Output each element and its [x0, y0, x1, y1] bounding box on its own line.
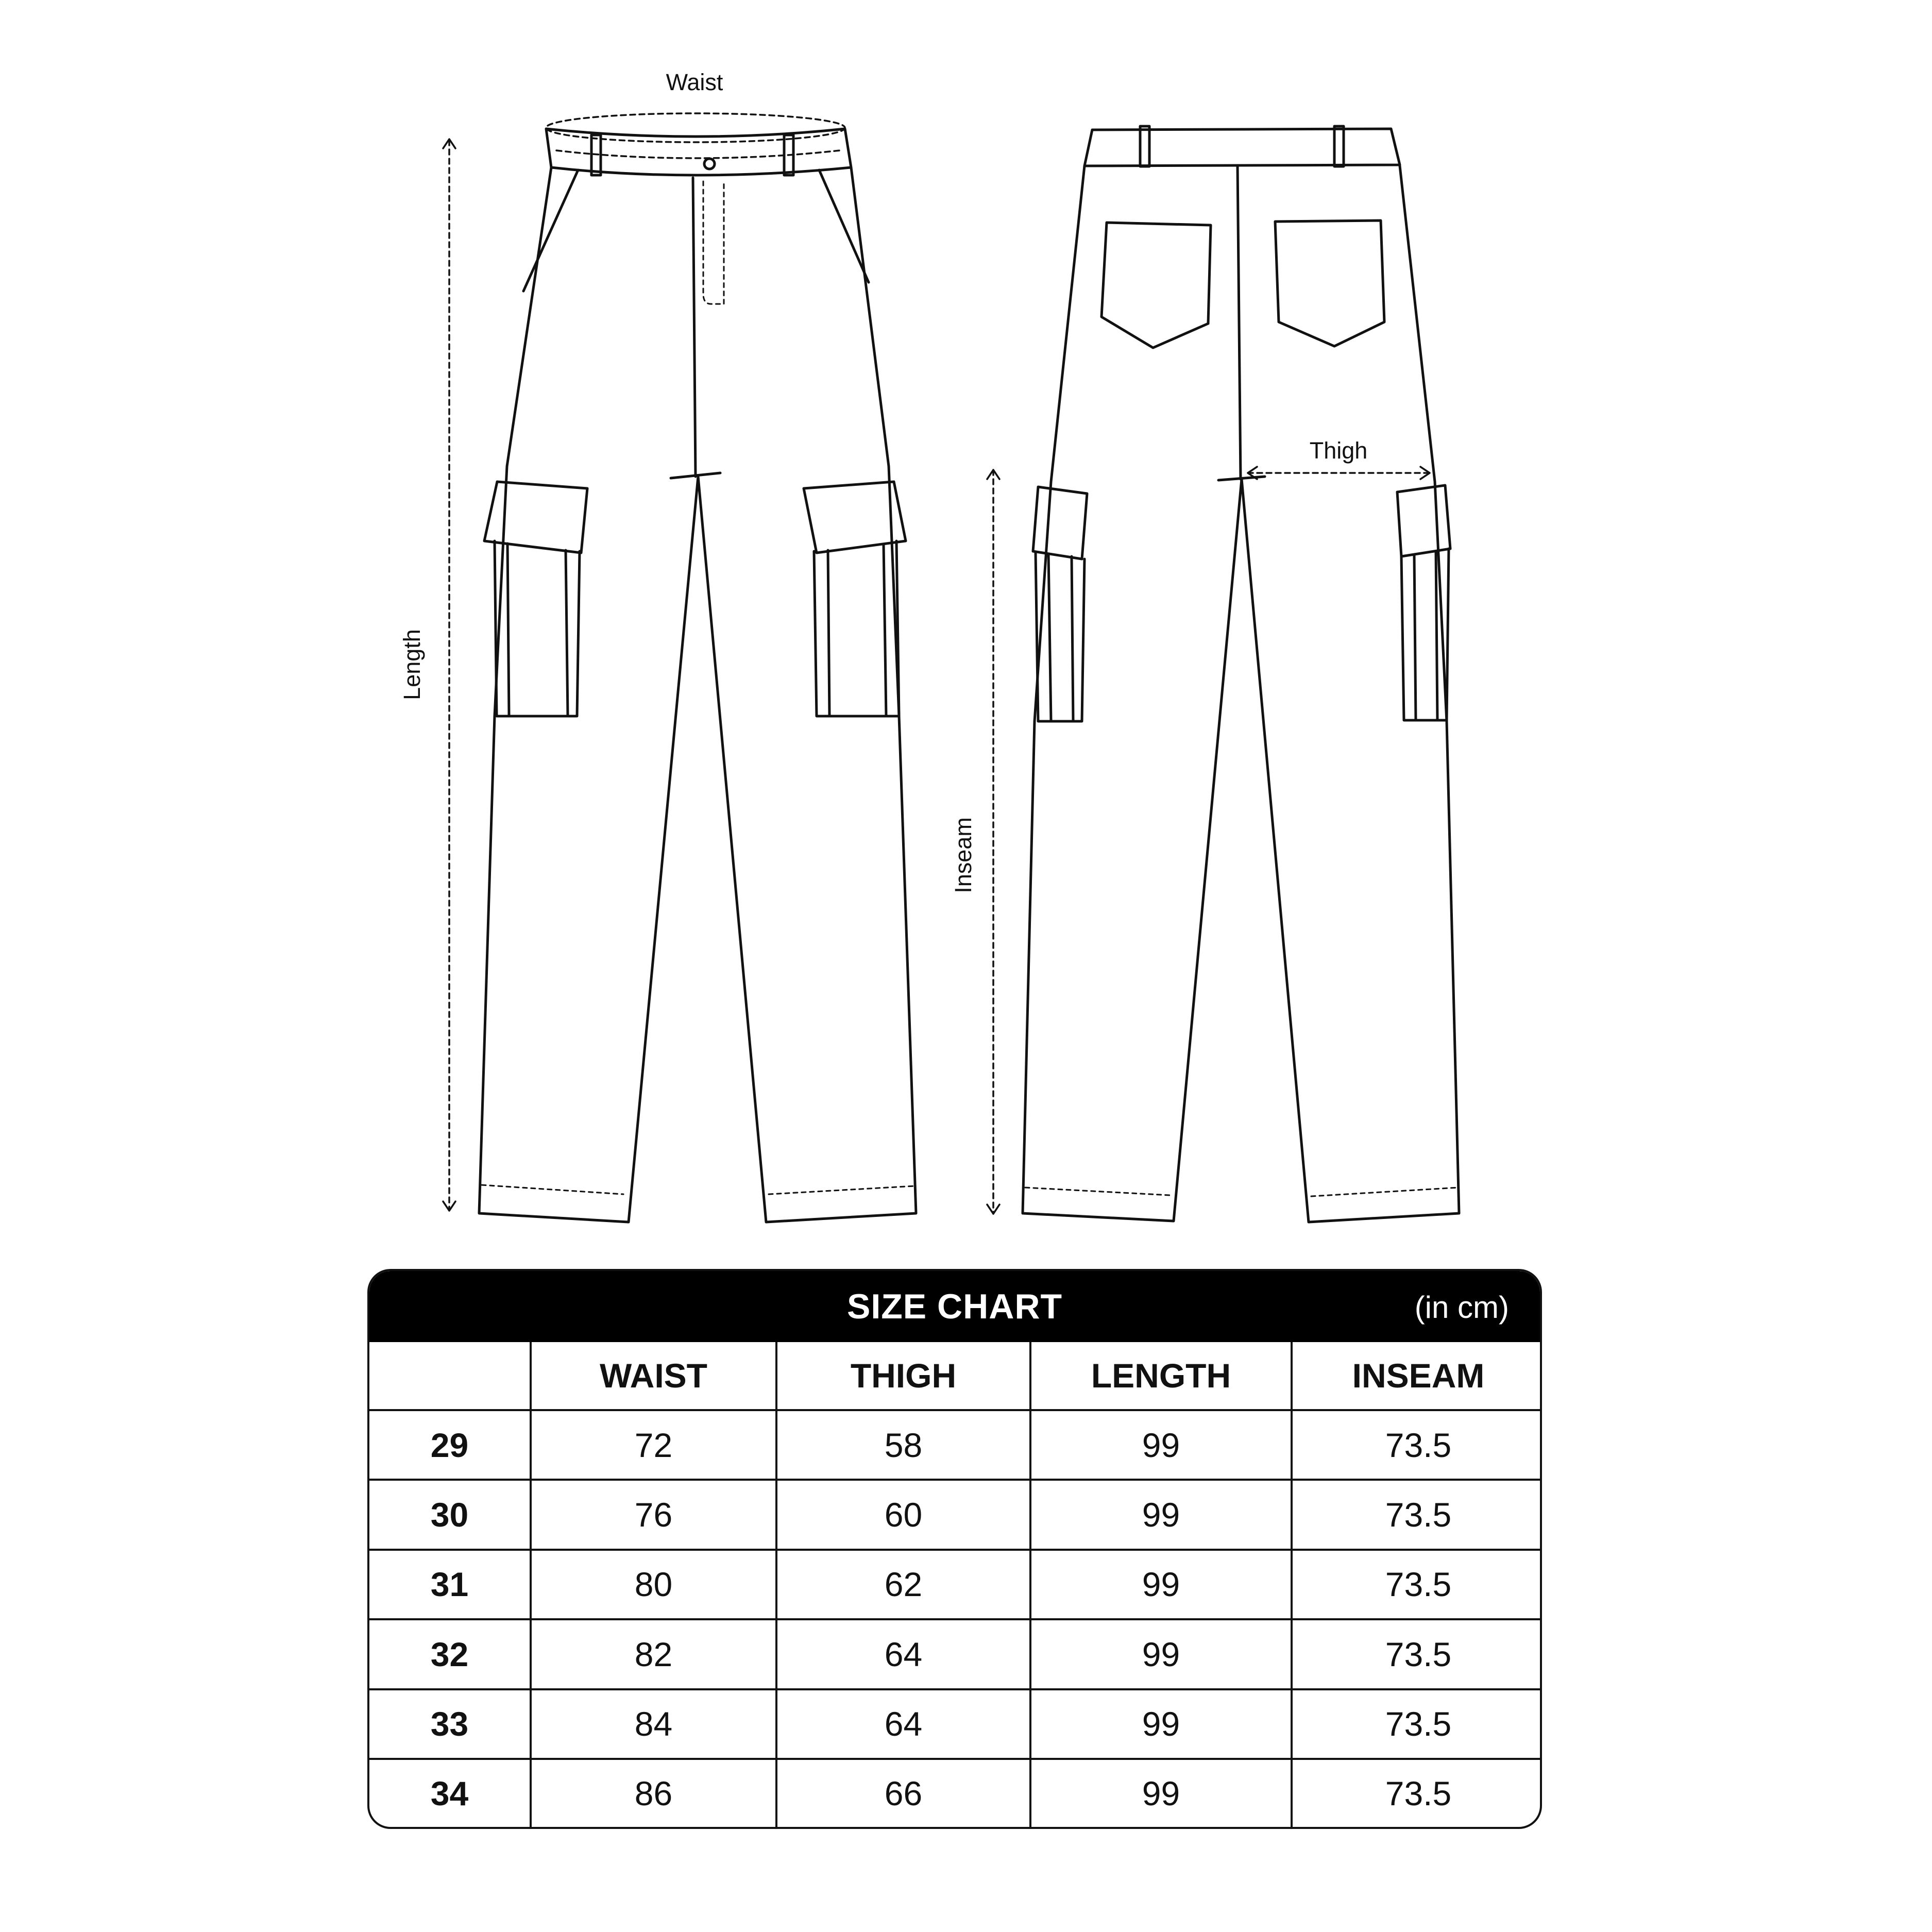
thigh-label: Thigh [1309, 437, 1368, 464]
waist-cell: 76 [531, 1480, 776, 1549]
size-cell: 34 [369, 1759, 531, 1827]
size-cell: 29 [369, 1410, 531, 1480]
inseam-cell: 73.5 [1292, 1619, 1542, 1689]
thigh-cell: 66 [776, 1759, 1030, 1827]
waist-cell: 82 [531, 1619, 776, 1689]
thigh-cell: 58 [776, 1410, 1030, 1480]
table-row [369, 1619, 1542, 1689]
waist-cell: 86 [531, 1759, 776, 1827]
size-chart [367, 1269, 1542, 1829]
table-row [369, 1550, 1542, 1619]
length-cell: 99 [1030, 1759, 1292, 1827]
header-inseam: INSEAM [1292, 1342, 1542, 1410]
waist-label: Waist [666, 69, 723, 95]
size-cell: 31 [369, 1550, 531, 1619]
size-cell: 32 [369, 1619, 531, 1689]
size-cell: 30 [369, 1480, 531, 1549]
thigh-cell: 64 [776, 1619, 1030, 1689]
thigh-cell: 60 [776, 1480, 1030, 1549]
table-row [369, 1410, 1542, 1480]
inseam-cell: 73.5 [1292, 1480, 1542, 1549]
length-cell: 99 [1030, 1410, 1292, 1480]
length-cell: 99 [1030, 1619, 1292, 1689]
back-view-pants [1023, 126, 1459, 1222]
length-cell: 99 [1030, 1480, 1292, 1549]
front-view-pants [479, 129, 916, 1222]
table-row [369, 1689, 1542, 1759]
waist-cell: 80 [531, 1550, 776, 1619]
table-header-row [369, 1342, 1542, 1410]
size-chart-unit: (in cm) [1414, 1290, 1509, 1325]
header-waist: WAIST [531, 1342, 776, 1410]
inseam-label: Inseam [950, 817, 976, 893]
size-chart-grid [369, 1342, 1542, 1827]
inseam-cell: 73.5 [1292, 1759, 1542, 1827]
waist-cell: 84 [531, 1689, 776, 1759]
thigh-cell: 64 [776, 1689, 1030, 1759]
inseam-cell: 73.5 [1292, 1410, 1542, 1480]
inseam-cell: 73.5 [1292, 1550, 1542, 1619]
inseam-cell: 73.5 [1292, 1689, 1542, 1759]
length-cell: 99 [1030, 1689, 1292, 1759]
header-size [369, 1342, 531, 1410]
size-chart-title: SIZE CHART [847, 1287, 1062, 1326]
size-cell: 33 [369, 1689, 531, 1759]
measurement-guides [443, 113, 1430, 1214]
table-row [369, 1759, 1542, 1827]
thigh-cell: 62 [776, 1550, 1030, 1619]
table-row [369, 1480, 1542, 1549]
size-chart-title-bar [369, 1271, 1540, 1342]
header-length: LENGTH [1030, 1342, 1292, 1410]
length-label: Length [399, 629, 425, 700]
header-thigh: THIGH [776, 1342, 1030, 1410]
waist-cell: 72 [531, 1410, 776, 1480]
length-cell: 99 [1030, 1550, 1292, 1619]
